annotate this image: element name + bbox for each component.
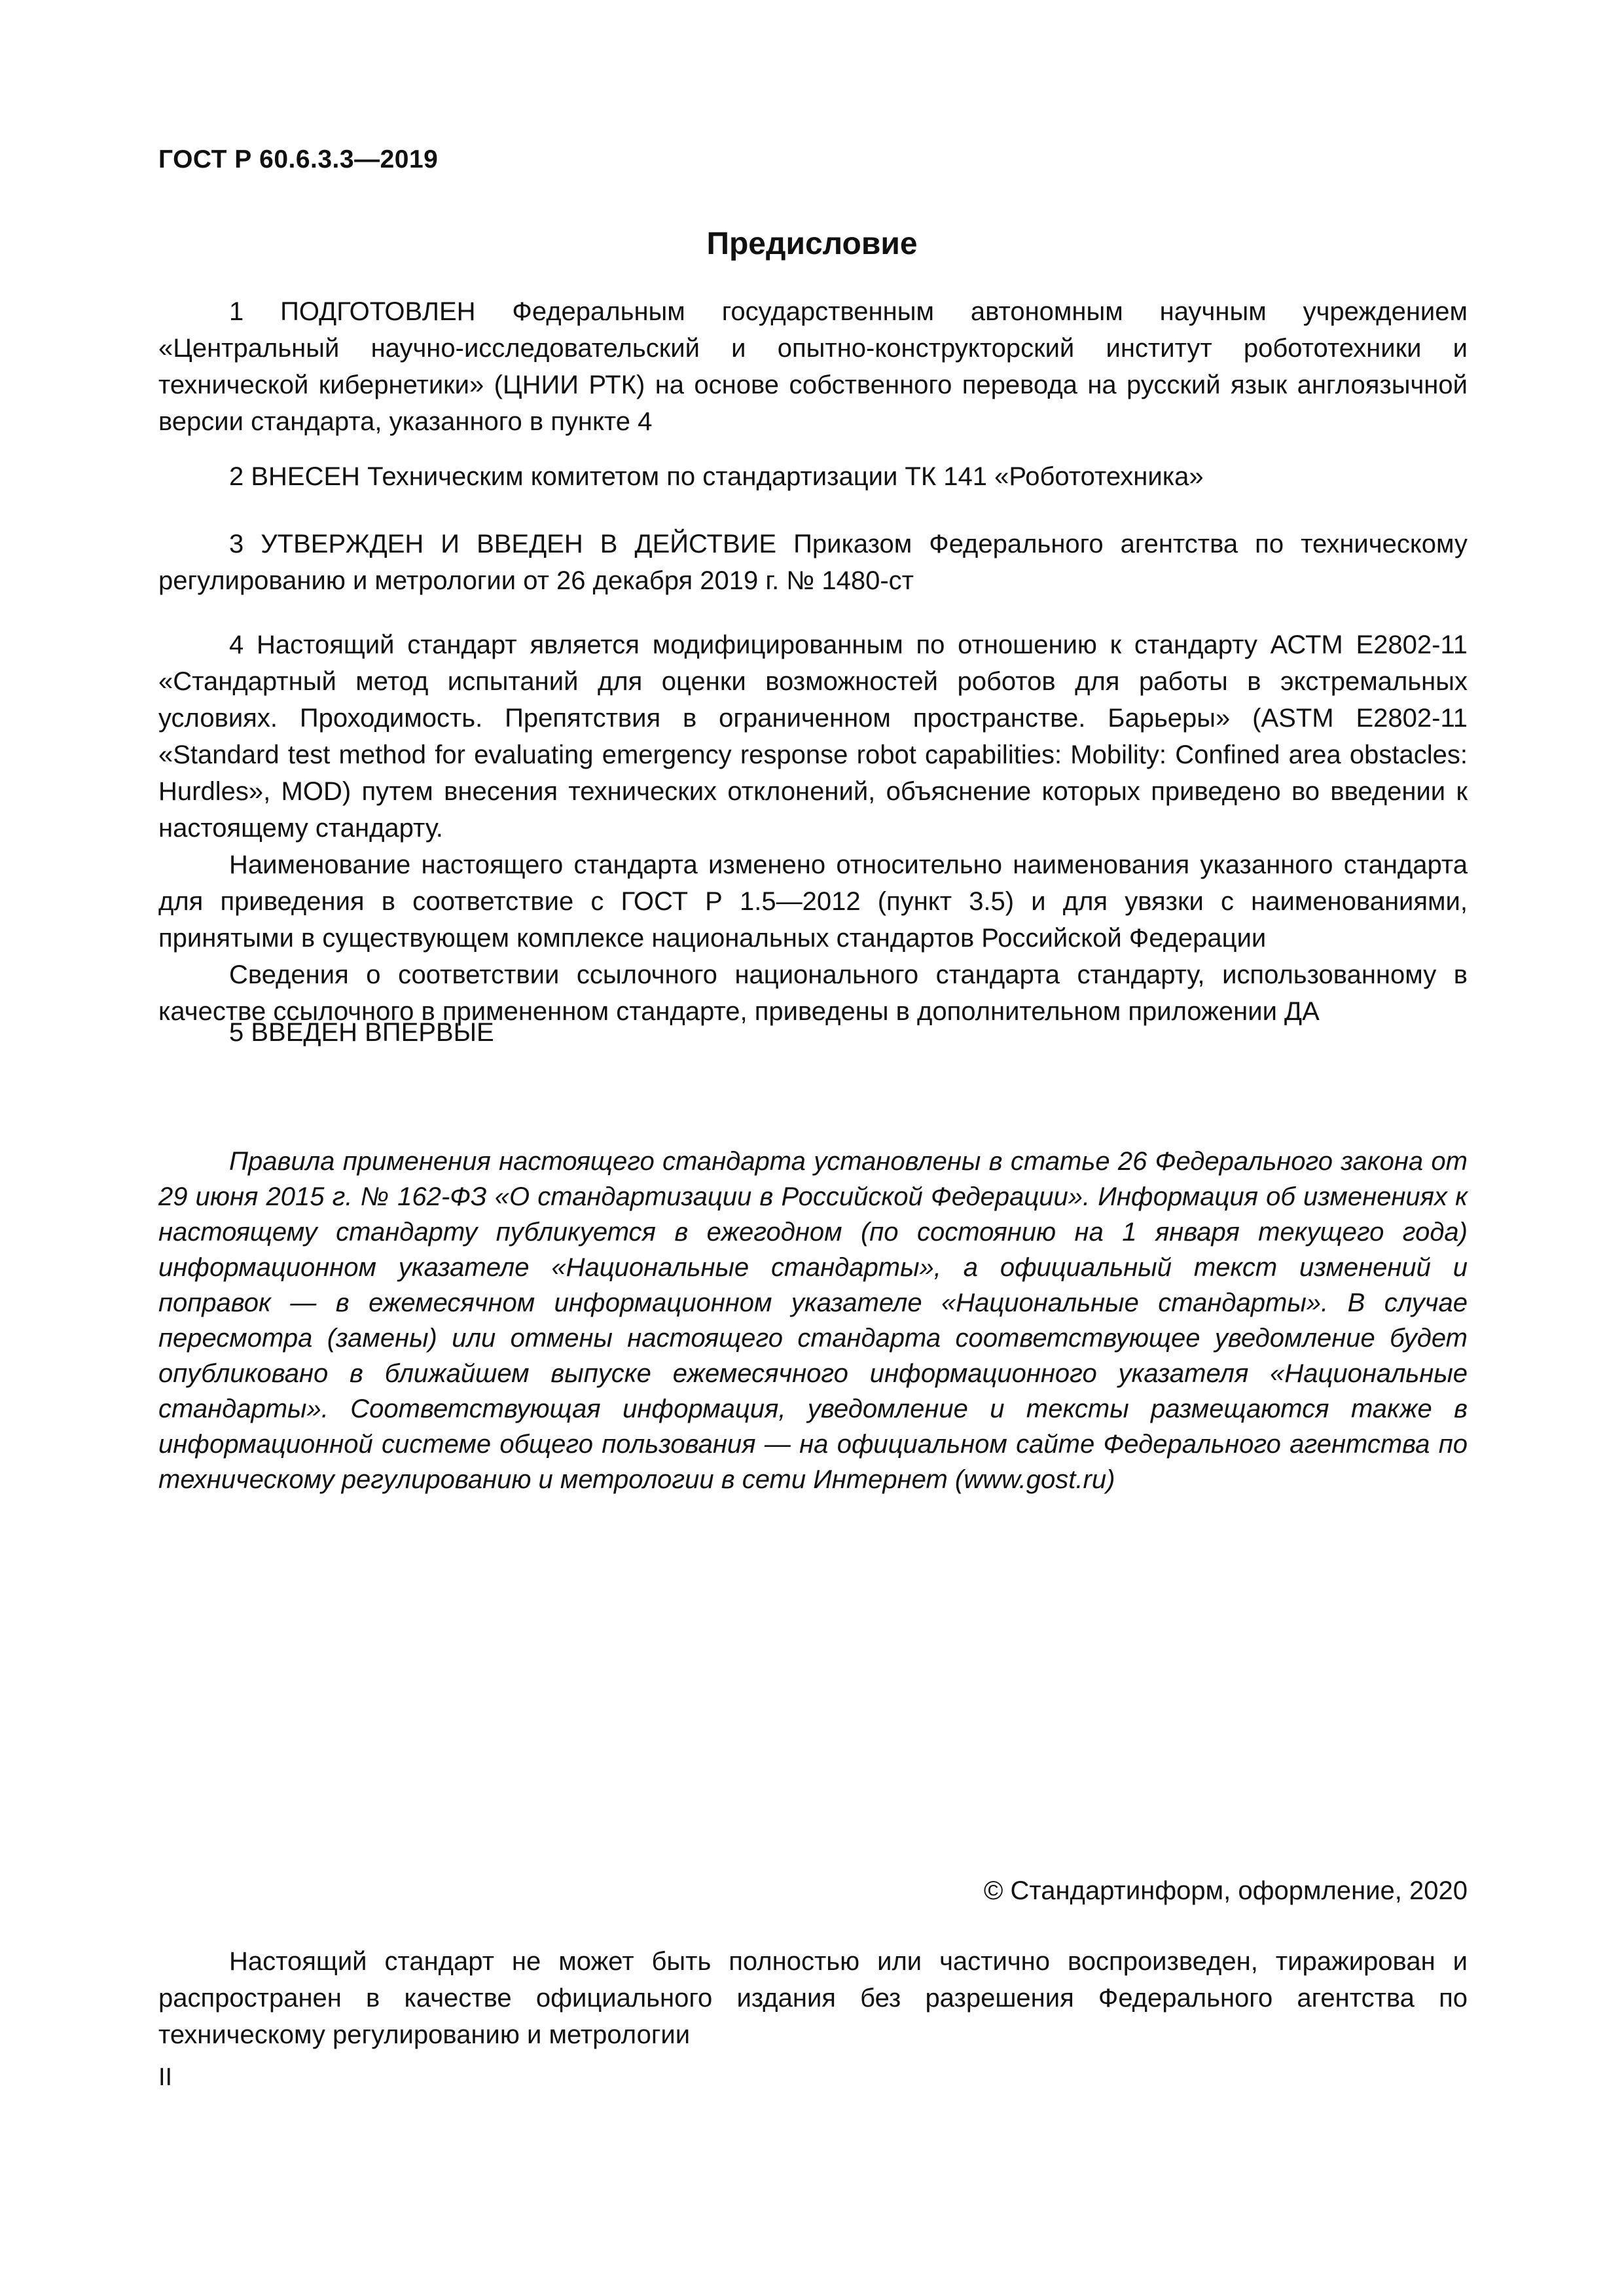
section-3 <box>158 526 1468 599</box>
page-number: II <box>158 2064 173 2091</box>
section-3-text: 3 УТВЕРЖДЕН И ВВЕДЕН В ДЕЙСТВИЕ Приказом Федерального агентства по техническому регулированию и метрологии от 26 декабря 2019 г. № 1480-ст <box>158 530 1468 595</box>
standard-code-header: ГОСТ Р 60.6.3.3—2019 <box>158 145 439 173</box>
section-5-text: 5 ВВЕДЕН ВПЕРВЫЕ <box>229 1018 494 1047</box>
reproduction-notice: Настоящий стандарт не может быть полностью или частично воспроизведен, тиражирован и распространен в качестве официального издания без разрешения Федерального агентства по техническому регулированию и метрологии <box>158 1947 1468 2049</box>
section-2-text: 2 ВНЕСЕН Техническим комитетом по стандартизации ТК 141 «Робототехника» <box>229 462 1204 491</box>
section-5 <box>158 1014 1468 1051</box>
copyright-line: © Стандартинформ, оформление, 2020 <box>983 1876 1468 1905</box>
section-4-paragraph-1: 4 Настоящий стандарт является модифицированным по отношению к стандарту АСТМ Е2802-11 «Стандартный метод испытаний для оценки возможностей роботов для работы в экстремальных условиях. Проходимость. Препятствия в ограниченном пространстве. Барьеры» (ASTM E2802-11 «Standard test method for evaluating emergency response robot capabilities: Mobility: Confined area obstacles: Hurdles», MOD) путем внесения технических отклонений, объяснение которых приведено во введении к настоящему стандарту. <box>158 630 1468 843</box>
section-1-text: 1 ПОДГОТОВЛЕН Федеральным государственным автономным научным учреждением «Центральный научно-исследовательский и опытно-конструкторский институт робототехники и технической кибернетики» (ЦНИИ РТК) на основе собственного перевода на русский язык англоязычной версии стандарта, указанного в пункте 4 <box>158 297 1468 436</box>
section-2 <box>158 458 1468 495</box>
application-rules-notice: Правила применения настоящего стандарта установлены в статье 26 Федерального закона от 29 июня 2015 г. № 162-ФЗ «О стандартизации в Российской Федерации». Информация об изменениях к настоящему стандарту публикуется в ежегодном (по состоянию на 1 января текущего года) информационном указателе «Национальные стандарты», а официальный текст изменений и поправок — в ежемесячном информационном указателе «Национальные стандарты». В случае пересмотра (замены) или отмены настоящего стандарта соответствующее уведомление будет опубликовано в ближайшем выпуске ежемесячного информационного указателя «Национальные стандарты». Соответствующая информация, уведомление и тексты размещаются также в информационной системе общего пользования — на официальном сайте Федерального агентства по техническому регулированию и метрологии в сети Интернет (www.gost.ru) <box>158 1147 1468 1494</box>
section-4-paragraph-2: Наименование настоящего стандарта изменено относительно наименования указанного стандарта для приведения в соответствие с ГОСТ Р 1.5—2012 (пункт 3.5) и для увязки с наименованиями, принятыми в существующем комплексе национальных стандартов Российской Федерации <box>158 850 1468 953</box>
section-1 <box>158 293 1468 440</box>
section-4 <box>158 627 1468 1030</box>
section-4-paragraph-3: Сведения о соответствии ссылочного национального стандарта стандарту, использованному в качестве ссылочного в примененном стандарте, приведены в дополнительном приложении ДА <box>158 960 1468 1026</box>
page-title: Предисловие <box>706 227 918 261</box>
